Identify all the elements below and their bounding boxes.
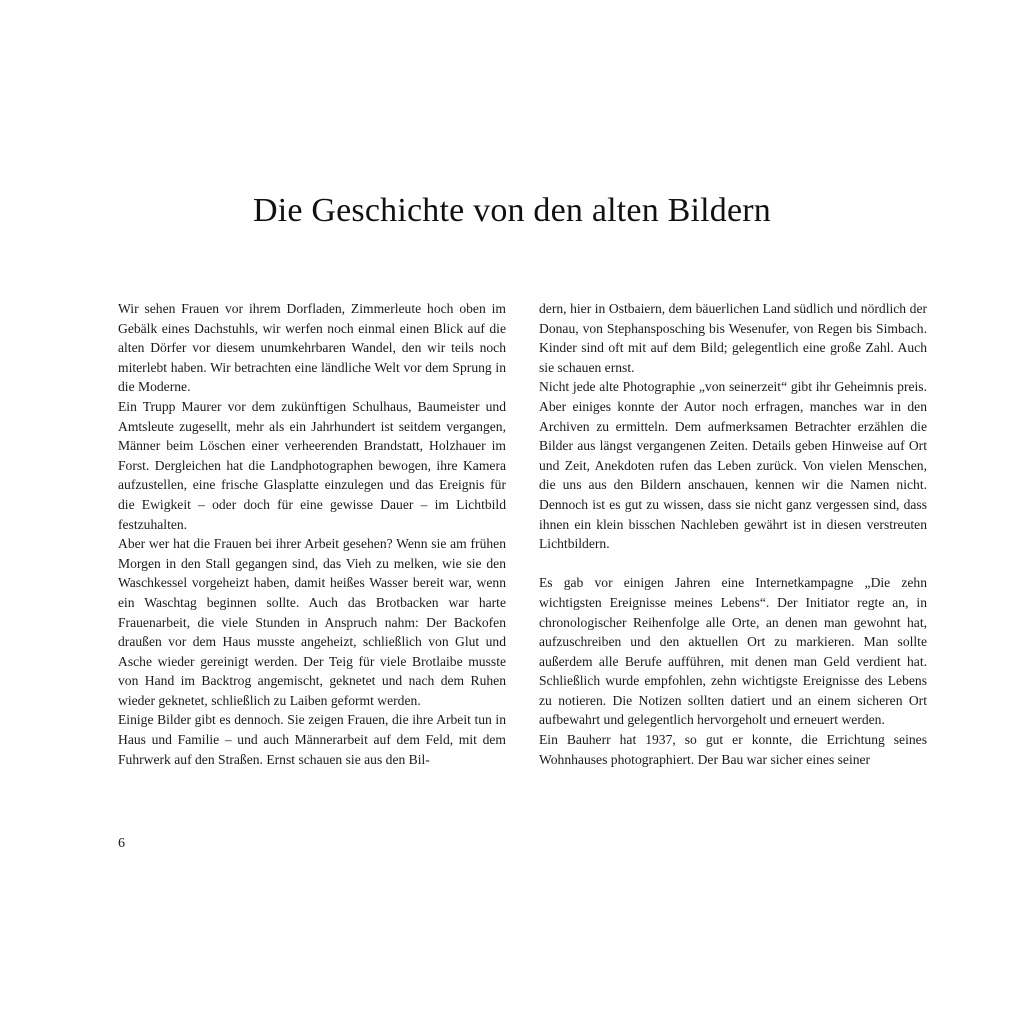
page-number: 6 bbox=[118, 836, 125, 851]
paragraph: Einige Bilder gibt es dennoch. Sie zeigen Frauen, die ihre Arbeit tun in Haus und Familie – und auch Männerarbeit auf dem Feld, mit dem Fuhrwerk auf den Straßen. Ernst schauen sie aus den Bil- bbox=[118, 712, 506, 767]
paragraph: Ein Trupp Maurer vor dem zukünftigen Schulhaus, Baumeister und Amtsleute zugesellt, mehr als ein Jahrhundert ist seitdem vergangen, Männer beim Löschen einer verheerenden Brandstatt, Holzhauer im Forst. Dergleichen hat die Landphotographen bewogen, ihre Kamera aufzustellen, eine frische Glasplatte einzulegen und das Ereignis für die Ewigkeit – oder doch für eine gewisse Dauer – im Lichtbild festzuhalten. bbox=[118, 398, 506, 532]
left-text-column bbox=[118, 299, 506, 769]
paragraph: Ein Bauherr hat 1937, so gut er konnte, die Errichtung seines Wohnhauses photographiert. Der Bau war sicher eines seiner bbox=[539, 732, 927, 767]
paragraph: Aber wer hat die Frauen bei ihrer Arbeit gesehen? Wenn sie am frühen Morgen in den Stall gegangen sind, das Vieh zu melken, wie sie den Waschkessel vorgeheizt haben, damit heißes Wasser bereit war, wenn ein Waschtag beginnen sollte. Auch das Brotbacken war harte Frauenarbeit, die viele Stunden in Anspruch nahm: Der Backofen draußen vor dem Haus musste angeheizt, schließlich von Glut und Asche wieder gereinigt werden. Der Teig für viele Brotlaibe musste von Hand im Backtrog angemischt, geknetet und nach dem Ruhen wieder geknetet, schließlich zu Laiben geformt werden. bbox=[118, 536, 506, 708]
paragraph: Wir sehen Frauen vor ihrem Dorfladen, Zimmerleute hoch oben im Gebälk eines Dachstuhls, wir werfen noch einmal einen Blick auf die alten Dörfer vor diesem unumkehrbaren Wandel, den wir teils noch miterlebt haben. Wir betrachten eine ländliche Welt vor dem Sprung in die Moderne. bbox=[118, 301, 506, 395]
page-title: Die Geschichte von den alten Bildern bbox=[253, 192, 771, 229]
paragraph: dern, hier in Ostbaiern, dem bäuerlichen Land südlich und nördlich der Donau, von Stephansposching bis Wesenufer, von Regen bis Simbach. Kinder sind oft mit auf dem Bild; gelegentlich eine große Zahl. Auch sie schauen ernst. bbox=[539, 301, 927, 375]
paragraph: Nicht jede alte Photographie „von seinerzeit“ gibt ihr Geheimnis preis. Aber einiges konnte der Autor noch erfragen, manches war in den Archiven zu ermitteln. Dem aufmerksamen Betrachter erzählen die Bilder aus längst vergangenen Zeiten. Details geben Hinweise auf Ort und Zeit, Anekdoten rufen das Leben zurück. Von vielen Menschen, die uns aus den Bildern anschauen, kennen wir die Namen nicht. Dennoch ist es gut zu wissen, dass sie nicht ganz vergessen sind, dass ihnen ein klein bisschen Nachleben gewährt ist in diesen verstreuten Lichtbildern. bbox=[539, 379, 927, 552]
right-text-column bbox=[539, 299, 927, 769]
paragraph: Es gab vor einigen Jahren eine Internetkampagne „Die zehn wichtigsten Ereignisse meines Lebens“. Der Initiator regte an, in chronologischer Reihenfolge alle Orte, an denen man gewohnt hat, aufzuschreiben und den aktuellen Ort zu markieren. Man sollte außerdem alle Berufe aufführen, mit denen man Geld verdient hat. Schließlich wurde empfohlen, zehn wichtigste Ereignisse des Lebens zu notieren. Die Notizen sollten datiert und an einem sicheren Ort aufbewahrt und gelegentlich hervorgeholt und erneuert werden. bbox=[539, 575, 927, 728]
